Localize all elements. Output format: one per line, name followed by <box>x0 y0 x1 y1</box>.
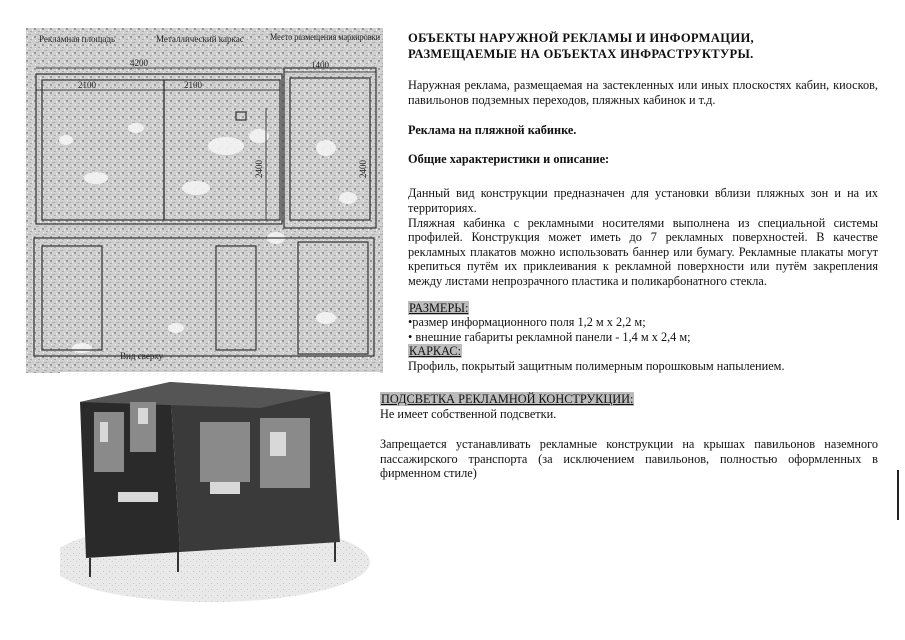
subheading-beach-cabin: Реклама на пляжной кабинке. <box>408 123 577 138</box>
document-text-lower <box>380 392 878 481</box>
frame-description: Профиль, покрытый защитным полимерным порошковым напылением. <box>408 358 785 373</box>
subheading-characteristics: Общие характеристики и описание: <box>408 151 610 166</box>
doc-title-line1: ОБЪЕКТЫ НАРУЖНОЙ РЕКЛАМЫ И ИНФОРМАЦИИ, <box>408 31 755 45</box>
size-info-field: •размер информационного поля 1,2 м х 2,2 м; <box>408 315 646 330</box>
scan-edge-mark <box>897 470 899 520</box>
label-marking-place: Место размещения маркировки <box>270 32 381 42</box>
technical-drawing <box>26 28 383 373</box>
label-top-view: Вид сверху <box>120 351 163 361</box>
dim-1400: 1400 <box>311 60 329 70</box>
document-text <box>408 30 878 374</box>
sizes-heading: РАЗМЕРЫ: <box>409 300 469 315</box>
dim-2100-middle: 2100 <box>184 80 202 90</box>
dim-2400-inner: 2400 <box>254 160 264 178</box>
restriction-paragraph: Запрещается устанавливать рекламные конструкции на крышах павильонов наземного пассажирского транспорта (за исключением павильонов, полностью оформленных в фирменном стиле) <box>380 437 878 481</box>
beach-cabin-photo <box>60 372 380 610</box>
dim-4200: 4200 <box>130 58 148 68</box>
lighting-heading: ПОДСВЕТКА РЕКЛАМНОЙ КОНСТРУКЦИИ: <box>381 392 634 406</box>
frame-heading: КАРКАС: <box>409 344 462 359</box>
description-paragraph-1: Данный вид конструкции предназначен для установки вблизи пляжных зон и на их территориях. <box>408 186 878 215</box>
dim-2100-left: 2100 <box>78 80 96 90</box>
label-ad-area: Рекламная площадь <box>39 34 116 44</box>
size-panel-dimensions: • внешние габариты рекламной панели - 1,4 м х 2,4 м; <box>408 329 691 344</box>
lighting-description: Не имеет собственной подсветки. <box>380 406 557 421</box>
intro-paragraph: Наружная реклама, размещаемая на застекленных или иных плоскостях кабин, киосков, павильонов подземных переходов, пляжных кабинок и т.д. <box>408 78 878 107</box>
dim-2400-right: 2400 <box>358 160 368 178</box>
description-paragraph-2: Пляжная кабинка с рекламными носителями выполнена из специальной системы профилей. Конструкция может иметь до 7 рекламных поверхностей. В качестве рекламных плакатов можно использовать баннер или бумагу. Рекламные плакаты могут крепиться путём их приклеивания к рекламной поверхности или путём закрепления между листами непрозрачного пластика и поликарбонатного стекла. <box>408 215 878 288</box>
doc-title-line2: РАЗМЕЩАЕМЫЕ НА ОБЪЕКТАХ ИНФРАСТРУКТУРЫ. <box>408 47 754 61</box>
label-metal-frame: Металлический каркас <box>156 34 244 44</box>
